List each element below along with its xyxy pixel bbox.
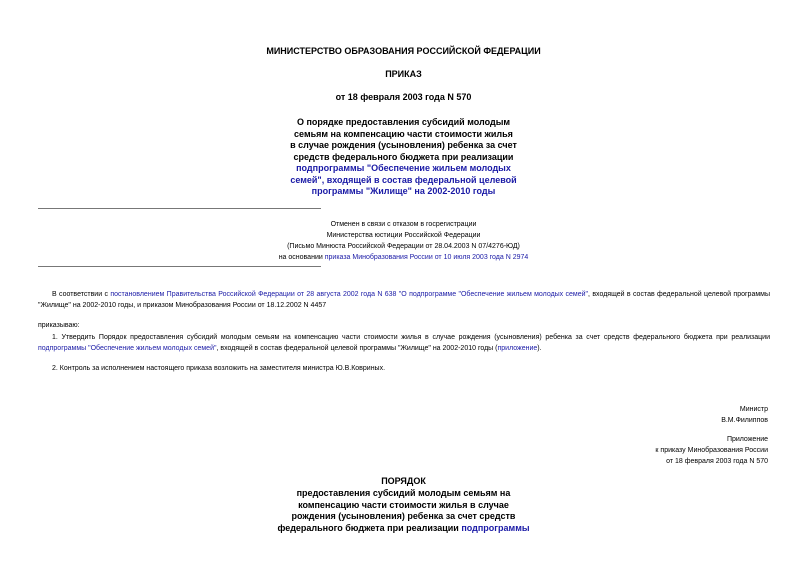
text: , входящей в состав федеральной целевой программы "Жилище" на 2002-2010 годы, и приказом Минобразования России от 18.12.2002 N 4457 <box>38 291 770 309</box>
procedure-subtitle <box>0 488 807 534</box>
status-line: Отменен в связи с отказом в госрегистрации <box>330 221 477 228</box>
appendix-line: от 18 февраля 2003 года N 570 <box>666 458 768 465</box>
title-link[interactable]: подпрограммы "Обеспечение жильем молодых <box>296 163 511 173</box>
order-word: приказываю: <box>38 322 80 329</box>
status-line: Министерства юстиции Российской Федерации <box>326 232 481 239</box>
signature-name: В.М.Филиппов <box>721 417 768 424</box>
paragraph-item-2: 2. Контроль за исполнением настоящего приказа возложить на заместителя министра Ю.В.Ковриных. <box>52 365 386 372</box>
text: В соответствии с <box>52 291 108 298</box>
procedure-line: компенсацию части стоимости жилья в случае <box>298 499 509 510</box>
subprogram-link[interactable]: подпрограммы "Обеспечение жильем молодых семей" <box>38 344 217 352</box>
title-link[interactable]: программы "Жилище" на 2002-2010 годы <box>311 186 496 196</box>
procedure-title: ПОРЯДОК <box>381 476 426 486</box>
cancel-order-link[interactable]: приказа Минобразования России от 10 июля 2003 года N 2974 <box>324 254 529 261</box>
divider <box>38 208 321 209</box>
appendix-link[interactable]: приложение <box>497 344 538 352</box>
doc-title <box>0 117 807 198</box>
paragraph-item-1 <box>38 333 770 354</box>
title-line: О порядке предоставления субсидий молодым <box>296 117 511 127</box>
government-decree-link[interactable]: постановлением Правительства Российской Федерации от 28 августа 2002 года N 638 "О подпрограмме "Обеспечение жильем молодых семей" <box>110 291 589 298</box>
status-line: (Письмо Минюста Российской Федерации от 28.04.2003 N 07/4276-ЮД) <box>287 243 520 250</box>
text: ). <box>537 344 542 352</box>
paragraph-basis <box>38 290 770 311</box>
appendix-block <box>655 434 768 467</box>
ministry-heading: МИНИСТЕРСТВО ОБРАЗОВАНИЯ РОССИЙСКОЙ ФЕДЕРАЦИИ <box>266 46 541 56</box>
text: федерального бюджета при реализации <box>277 522 459 533</box>
procedure-line: предоставления субсидий молодым семьям на <box>296 488 511 498</box>
status-note <box>0 219 807 263</box>
appendix-label: Приложение <box>726 436 768 443</box>
doc-date: от 18 февраля 2003 года N 570 <box>335 92 472 102</box>
appendix-line: к приказу Минобразования России <box>655 447 768 454</box>
title-link[interactable]: семей", входящей в состав федеральной целевой <box>290 174 517 185</box>
subprogram-link[interactable]: подпрограммы <box>461 522 530 533</box>
divider <box>38 266 321 267</box>
text: 1. Утвердить Порядок предоставления субсидий молодым семьям на компенсацию части стоимости жилья в случае рождения (усыновления) ребенка за счет средств федерального бюджета при реализации <box>52 334 770 341</box>
status-line <box>0 252 807 263</box>
status-prefix: на основании <box>278 254 323 261</box>
procedure-line: рождения (усыновления) ребенка за счет средств <box>291 511 516 521</box>
signature-position: Министр <box>739 406 768 413</box>
title-line: средств федерального бюджета при реализации <box>293 151 514 162</box>
doc-type-heading: ПРИКАЗ <box>385 69 422 79</box>
procedure-line <box>0 523 807 535</box>
title-line: семьям на компенсацию части стоимости жилья <box>294 128 513 139</box>
signature-block <box>721 404 768 426</box>
text: , входящей в состав федеральной целевой программы "Жилище" на 2002-2010 годы ( <box>216 344 498 352</box>
title-line: в случае рождения (усыновления) ребенка за счет <box>290 140 517 150</box>
